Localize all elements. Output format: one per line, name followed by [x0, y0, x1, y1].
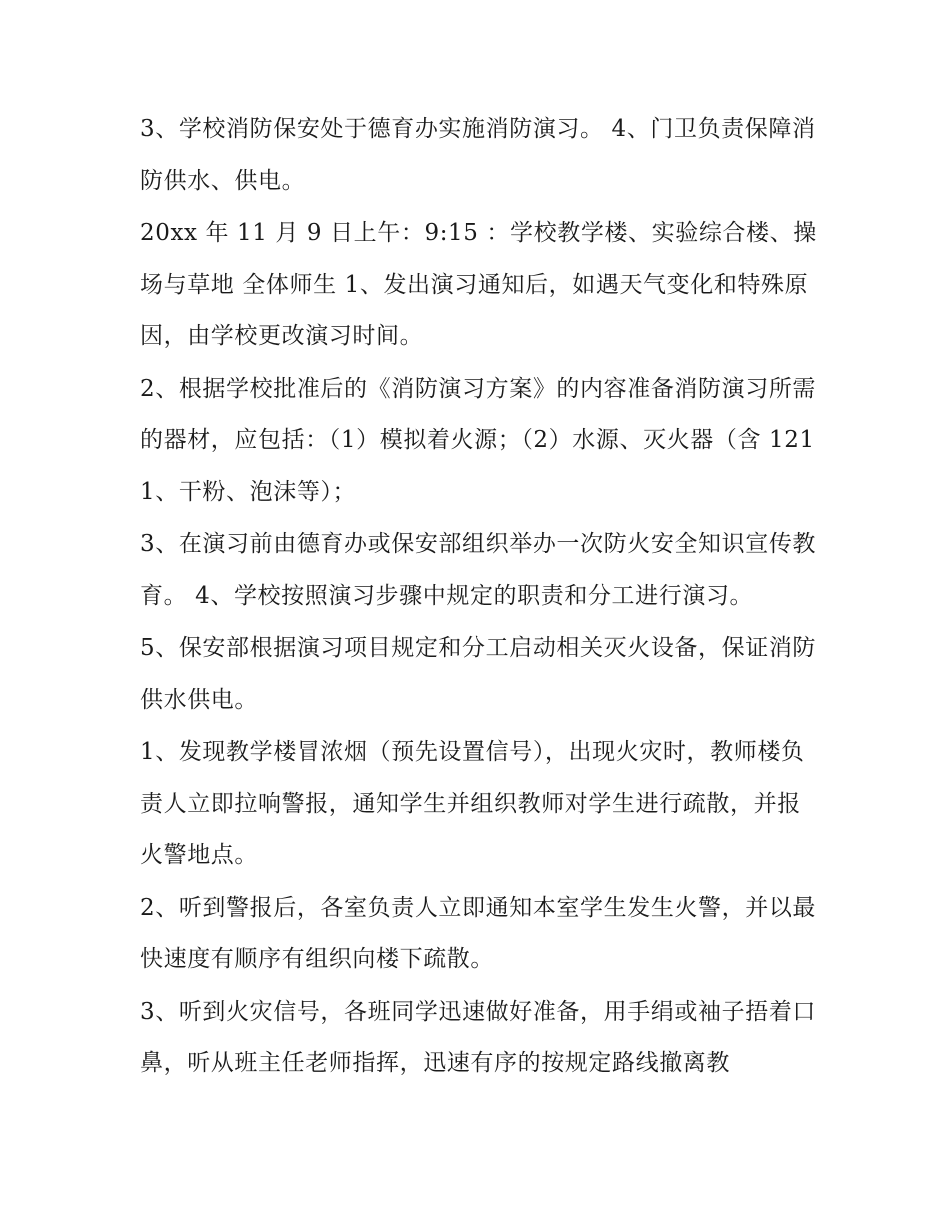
paragraph-5: 5、保安部根据演习项目规定和分工启动相关灭火设备，保证消防供水供电。 — [140, 635, 817, 713]
paragraph-6: 1、发现教学楼冒浓烟（预先设置信号），出现火灾时，教师楼负责人立即拉响警报，通知学生并组织教师对学生进行疏散，并报火警地点。 — [140, 739, 805, 868]
paragraph-4: 3、在演习前由德育办或保安部组织举办一次防火安全知识宣传教育。 4、学校按照演习步骤中规定的职责和分工进行演习。 — [140, 531, 817, 609]
paragraph-1: 3、学校消防保安处于德育办实施消防演习。 4、门卫负责保障消防供水、供电。 — [140, 116, 816, 194]
paragraph-7: 2、听到警报后，各室负责人立即通知本室学生发生火警，并以最快速度有顺序有组织向楼下疏散。 — [140, 894, 817, 972]
paragraph-8: 3、听到火灾信号，各班同学迅速做好准备，用手绢或袖子捂着口鼻，听从班主任老师指挥，迅速有序的按规定路线撤离教 — [140, 998, 817, 1076]
paragraph-2: 20xx 年 11 月 9 日上午：9:15 ：学校教学楼、实验综合楼、操场与草地 全体师生 1、发出演习通知后，如遇天气变化和特殊原因，由学校更改演习时间。 — [140, 220, 817, 349]
document-body — [140, 104, 820, 1091]
paragraph-3: 2、根据学校批准后的《消防演习方案》的内容准备消防演习所需的器材，应包括：（1）模拟着火源；（2）水源、灭火器（含 1211、干粉、泡沫等）； — [140, 375, 817, 505]
